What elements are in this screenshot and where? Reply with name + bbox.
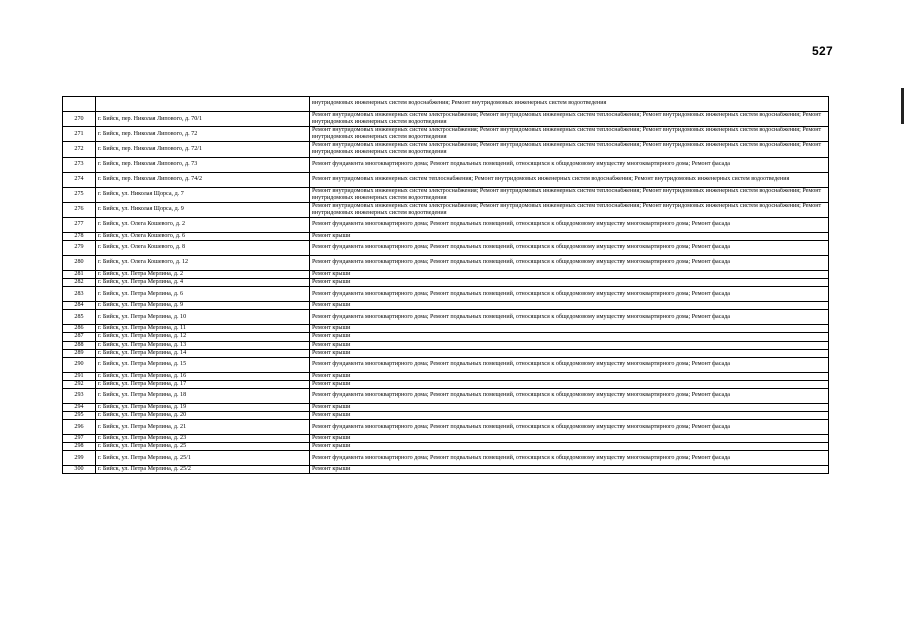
works-cell: внутридомовых инженерных систем водоснабжения; Ремонт внутридомовых инженерных систем водоотведения [310,97,829,112]
address-cell: г. Бийск, ул. Петра Мерлина, д. 16 [96,372,310,380]
works-cell: Ремонт внутридомовых инженерных систем электроснабжения; Ремонт внутридомовых инженерных систем теплоснабжения; Ремонт внутридомовых инженерных систем водоснабжения; Ремонт внутридомовых инженерных систем водоотведения [310,127,829,142]
table-row [63,112,829,127]
address-cell: г. Бийск, ул. Николая Щорса, д. 9 [96,202,310,217]
table-row [63,349,829,357]
address-cell: г. Бийск, ул. Петра Мерлина, д. 13 [96,341,310,349]
row-number-cell: 279 [63,241,96,256]
table-row [63,357,829,372]
table-row [63,172,829,187]
address-cell: г. Бийск, пер. Николая Липового, д. 74/2 [96,172,310,187]
table-row [63,372,829,380]
row-number-cell [63,97,96,112]
address-cell: г. Бийск, ул. Петра Мерлина, д. 25/1 [96,451,310,466]
page-number: 527 [812,44,833,58]
table-row [63,310,829,325]
row-number-cell: 283 [63,287,96,302]
address-cell: г. Бийск, ул. Олега Кошевого, д. 2 [96,217,310,232]
row-number-cell: 275 [63,187,96,202]
address-cell: г. Бийск, ул. Петра Мерлина, д. 20 [96,411,310,419]
address-cell: г. Бийск, ул. Петра Мерлина, д. 2 [96,271,310,279]
row-number-cell: 281 [63,271,96,279]
works-cell: Ремонт внутридомовых инженерных систем электроснабжения; Ремонт внутридомовых инженерных систем теплоснабжения; Ремонт внутридомовых инженерных систем водоснабжения; Ремонт внутридомовых инженерных систем водоотведения [310,187,829,202]
address-cell: г. Бийск, ул. Петра Мерлина, д. 4 [96,279,310,287]
works-cell: Ремонт крыши [310,372,829,380]
row-number-cell: 284 [63,302,96,310]
works-cell: Ремонт крыши [310,411,829,419]
works-cell: Ремонт фундамента многоквартирного дома; Ремонт подвальных помещений, относящихся к общедомовому имуществу многоквартирного дома; Ремонт фасада [310,287,829,302]
works-cell: Ремонт крыши [310,341,829,349]
table-row [63,217,829,232]
works-cell: Ремонт фундамента многоквартирного дома; Ремонт подвальных помещений, относящихся к общедомовому имуществу многоквартирного дома; Ремонт фасада [310,310,829,325]
address-cell: г. Бийск, пер. Николая Липового, д. 72/1 [96,142,310,157]
row-number-cell: 292 [63,380,96,388]
address-cell: г. Бийск, ул. Петра Мерлина, д. 21 [96,420,310,435]
row-number-cell: 300 [63,466,96,474]
address-cell: г. Бийск, ул. Петра Мерлина, д. 14 [96,349,310,357]
table-row [63,403,829,411]
row-number-cell: 297 [63,435,96,443]
works-cell: Ремонт крыши [310,279,829,287]
address-cell: г. Бийск, ул. Петра Мерлина, д. 17 [96,380,310,388]
works-cell: Ремонт фундамента многоквартирного дома; Ремонт подвальных помещений, относящихся к общедомовому имуществу многоквартирного дома; Ремонт фасада [310,451,829,466]
table-row [63,97,829,112]
table-row [63,435,829,443]
works-cell: Ремонт крыши [310,466,829,474]
row-number-cell: 276 [63,202,96,217]
table-row [63,202,829,217]
row-number-cell: 271 [63,127,96,142]
address-cell: г. Бийск, пер. Николая Липового, д. 73 [96,157,310,172]
table-row [63,232,829,240]
row-number-cell: 277 [63,217,96,232]
table-row [63,256,829,271]
table-row [63,388,829,403]
row-number-cell: 294 [63,403,96,411]
table-row [63,443,829,451]
row-number-cell: 274 [63,172,96,187]
works-cell: Ремонт фундамента многоквартирного дома; Ремонт подвальных помещений, относящихся к общедомовому имуществу многоквартирного дома; Ремонт фасада [310,420,829,435]
works-cell: Ремонт крыши [310,325,829,333]
works-cell: Ремонт крыши [310,271,829,279]
table-row [63,279,829,287]
row-number-cell: 286 [63,325,96,333]
address-cell: г. Бийск, ул. Петра Мерлина, д. 6 [96,287,310,302]
address-cell: г. Бийск, ул. Петра Мерлина, д. 10 [96,310,310,325]
row-number-cell: 290 [63,357,96,372]
works-cell: Ремонт фундамента многоквартирного дома; Ремонт подвальных помещений, относящихся к общедомовому имуществу многоквартирного дома; Ремонт фасада [310,217,829,232]
works-cell: Ремонт фундамента многоквартирного дома; Ремонт подвальных помещений, относящихся к общедомовому имуществу многоквартирного дома; Ремонт фасада [310,256,829,271]
address-cell: г. Бийск, ул. Олега Кошевого, д. 12 [96,256,310,271]
row-number-cell: 291 [63,372,96,380]
address-cell: г. Бийск, ул. Петра Мерлина, д. 9 [96,302,310,310]
table-row [63,380,829,388]
address-cell: г. Бийск, ул. Олега Кошевого, д. 6 [96,232,310,240]
table-row [63,411,829,419]
table-row [63,451,829,466]
works-cell: Ремонт внутридомовых инженерных систем электроснабжения; Ремонт внутридомовых инженерных систем теплоснабжения; Ремонт внутридомовых инженерных систем водоснабжения; Ремонт внутридомовых инженерных систем водоотведения [310,142,829,157]
row-number-cell: 285 [63,310,96,325]
repair-works-table [62,96,829,474]
works-cell: Ремонт крыши [310,302,829,310]
table-row [63,241,829,256]
row-number-cell: 272 [63,142,96,157]
works-cell: Ремонт внутридомовых инженерных систем электроснабжения; Ремонт внутридомовых инженерных систем теплоснабжения; Ремонт внутридомовых инженерных систем водоснабжения; Ремонт внутридомовых инженерных систем водоотведения [310,202,829,217]
table-row [63,271,829,279]
works-cell: Ремонт внутридомовых инженерных систем электроснабжения; Ремонт внутридомовых инженерных систем теплоснабжения; Ремонт внутридомовых инженерных систем водоснабжения; Ремонт внутридомовых инженерных систем водоотведения [310,112,829,127]
row-number-cell: 287 [63,333,96,341]
row-number-cell: 293 [63,388,96,403]
repair-works-table-container [62,96,828,474]
table-row [63,142,829,157]
address-cell: г. Бийск, пер. Николая Липового, д. 70/1 [96,112,310,127]
works-cell: Ремонт фундамента многоквартирного дома; Ремонт подвальных помещений, относящихся к общедомовому имуществу многоквартирного дома; Ремонт фасада [310,388,829,403]
address-cell: г. Бийск, ул. Петра Мерлина, д. 25/2 [96,466,310,474]
works-cell: Ремонт фундамента многоквартирного дома; Ремонт подвальных помещений, относящихся к общедомовому имуществу многоквартирного дома; Ремонт фасада [310,241,829,256]
table-row [63,127,829,142]
table-row [63,325,829,333]
table-row [63,157,829,172]
address-cell: г. Бийск, ул. Петра Мерлина, д. 12 [96,333,310,341]
address-cell: г. Бийск, ул. Петра Мерлина, д. 25 [96,443,310,451]
works-cell: Ремонт крыши [310,403,829,411]
table-row [63,333,829,341]
row-number-cell: 296 [63,420,96,435]
table-row [63,466,829,474]
row-number-cell: 299 [63,451,96,466]
address-cell: г. Бийск, ул. Олега Кошевого, д. 8 [96,241,310,256]
works-cell: Ремонт крыши [310,435,829,443]
works-cell: Ремонт крыши [310,232,829,240]
row-number-cell: 298 [63,443,96,451]
row-number-cell: 278 [63,232,96,240]
table-body [63,97,829,474]
table-row [63,302,829,310]
address-cell: г. Бийск, ул. Петра Мерлина, д. 23 [96,435,310,443]
row-number-cell: 289 [63,349,96,357]
address-cell: г. Бийск, пер. Николая Липового, д. 72 [96,127,310,142]
row-number-cell: 280 [63,256,96,271]
works-cell: Ремонт крыши [310,349,829,357]
row-number-cell: 282 [63,279,96,287]
table-row [63,420,829,435]
row-number-cell: 270 [63,112,96,127]
table-row [63,187,829,202]
address-cell: г. Бийск, ул. Петра Мерлина, д. 15 [96,357,310,372]
address-cell: г. Бийск, ул. Николая Щорса, д. 7 [96,187,310,202]
table-row [63,341,829,349]
works-cell: Ремонт фундамента многоквартирного дома; Ремонт подвальных помещений, относящихся к общедомовому имуществу многоквартирного дома; Ремонт фасада [310,357,829,372]
address-cell: г. Бийск, ул. Петра Мерлина, д. 18 [96,388,310,403]
row-number-cell: 288 [63,341,96,349]
row-number-cell: 273 [63,157,96,172]
row-number-cell: 295 [63,411,96,419]
works-cell: Ремонт крыши [310,380,829,388]
works-cell: Ремонт внутридомовых инженерных систем теплоснабжения; Ремонт внутридомовых инженерных систем водоснабжения; Ремонт внутридомовых инженерных систем водоотведения [310,172,829,187]
address-cell: г. Бийск, ул. Петра Мерлина, д. 11 [96,325,310,333]
address-cell: г. Бийск, ул. Петра Мерлина, д. 19 [96,403,310,411]
works-cell: Ремонт фундамента многоквартирного дома; Ремонт подвальных помещений, относящихся к общедомовому имуществу многоквартирного дома; Ремонт фасада [310,157,829,172]
address-cell [96,97,310,112]
works-cell: Ремонт крыши [310,443,829,451]
works-cell: Ремонт крыши [310,333,829,341]
table-row [63,287,829,302]
